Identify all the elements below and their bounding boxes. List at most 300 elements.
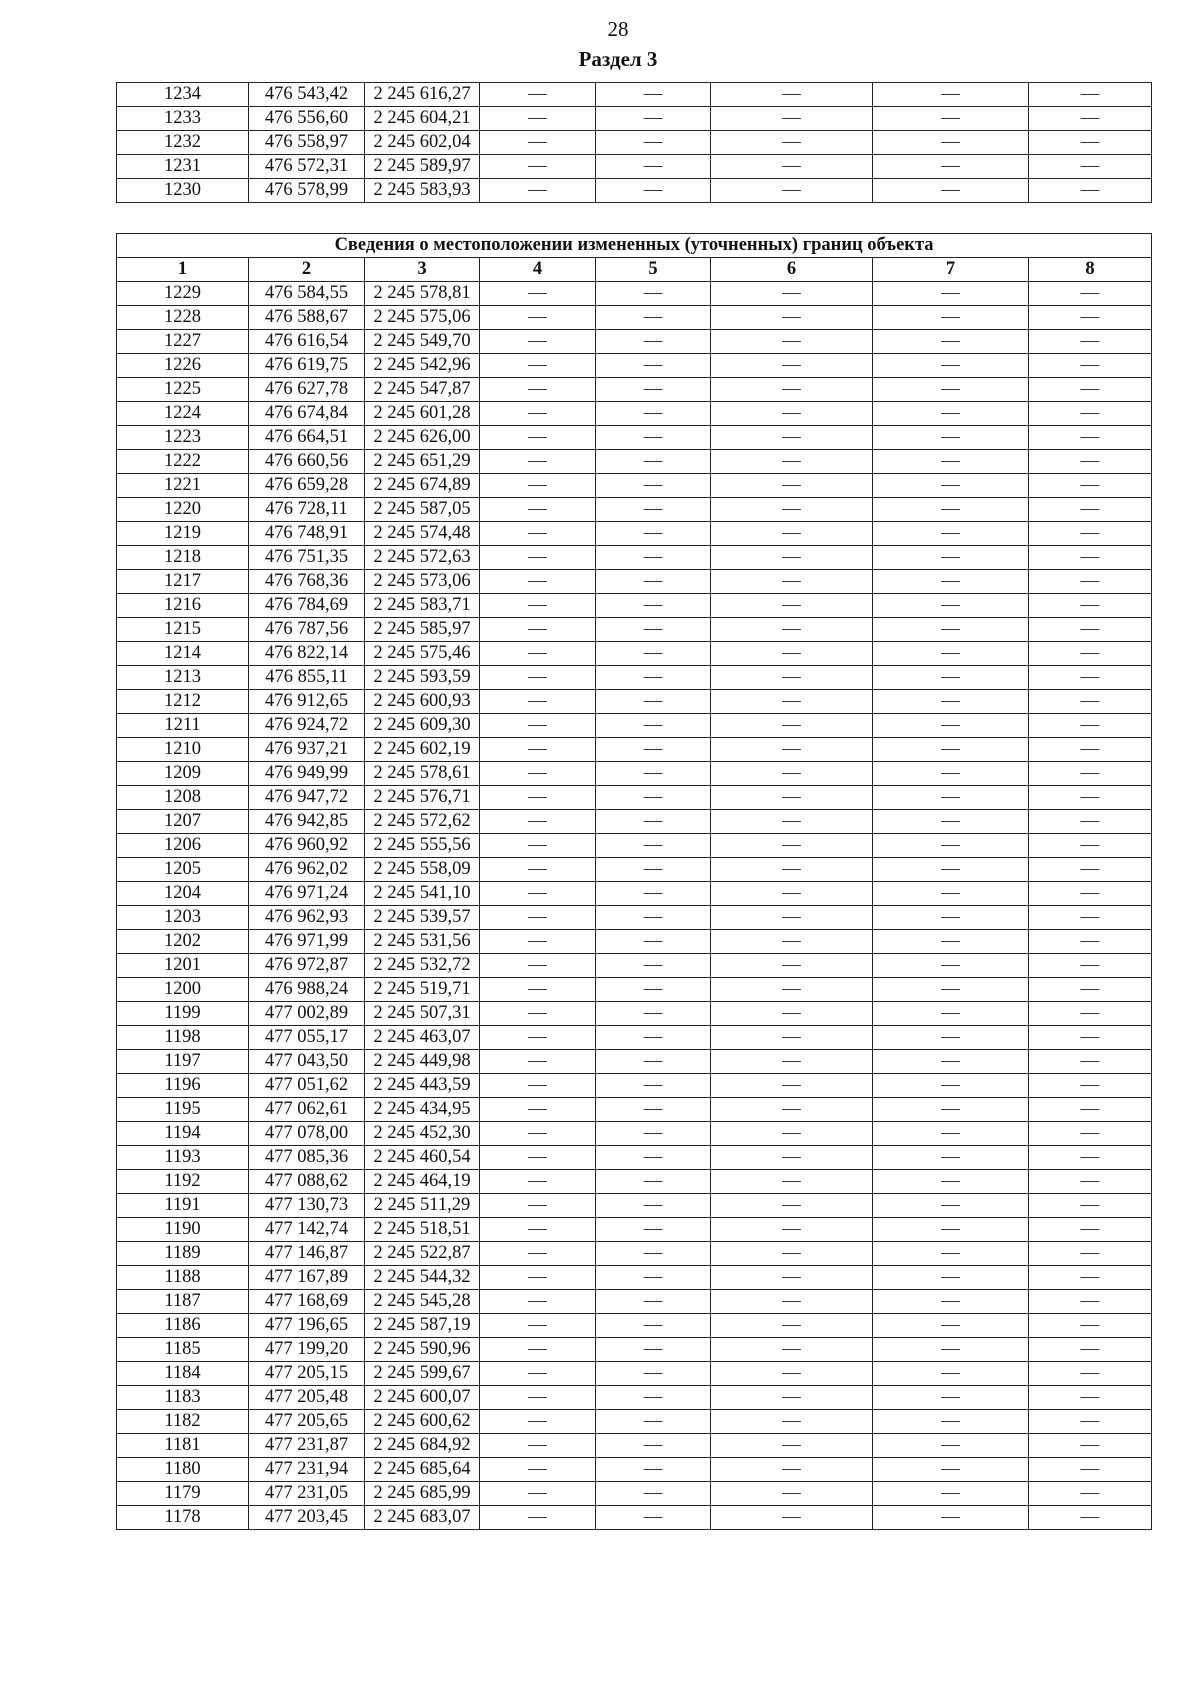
point-number-cell: 1228 <box>117 306 249 330</box>
point-number-cell: 1216 <box>117 594 249 618</box>
empty-value-dash: — <box>480 954 596 978</box>
empty-value-dash: — <box>480 306 596 330</box>
empty-value-dash: — <box>596 642 711 666</box>
point-number-cell: 1205 <box>117 858 249 882</box>
x-coordinate-cell: 476 659,28 <box>249 474 365 498</box>
empty-value-dash: — <box>596 906 711 930</box>
empty-value-dash: — <box>480 858 596 882</box>
empty-value-dash: — <box>596 354 711 378</box>
empty-value-dash: — <box>596 882 711 906</box>
x-coordinate-cell: 477 231,05 <box>249 1482 365 1506</box>
empty-value-dash: — <box>873 1290 1029 1314</box>
empty-value-dash: — <box>1029 1458 1152 1482</box>
empty-value-dash: — <box>711 858 873 882</box>
table-row <box>117 1074 1152 1098</box>
empty-value-dash: — <box>1029 1146 1152 1170</box>
table-row <box>117 378 1152 402</box>
x-coordinate-cell: 477 062,61 <box>249 1098 365 1122</box>
empty-value-dash: — <box>596 282 711 306</box>
empty-value-dash: — <box>596 930 711 954</box>
y-coordinate-cell: 2 245 443,59 <box>365 1074 480 1098</box>
empty-value-dash: — <box>873 1002 1029 1026</box>
x-coordinate-cell: 476 619,75 <box>249 354 365 378</box>
table-row <box>117 642 1152 666</box>
empty-value-dash: — <box>873 179 1029 203</box>
empty-value-dash: — <box>480 1242 596 1266</box>
empty-value-dash: — <box>1029 1410 1152 1434</box>
empty-value-dash: — <box>873 1194 1029 1218</box>
table-row <box>117 474 1152 498</box>
table-row <box>117 546 1152 570</box>
y-coordinate-cell: 2 245 587,19 <box>365 1314 480 1338</box>
table-row <box>117 1002 1152 1026</box>
point-number-cell: 1192 <box>117 1170 249 1194</box>
empty-value-dash: — <box>480 1098 596 1122</box>
x-coordinate-cell: 477 088,62 <box>249 1170 365 1194</box>
point-number-cell: 1185 <box>117 1338 249 1362</box>
table-row <box>117 450 1152 474</box>
empty-value-dash: — <box>596 1098 711 1122</box>
empty-value-dash: — <box>596 954 711 978</box>
table-row <box>117 306 1152 330</box>
empty-value-dash: — <box>873 642 1029 666</box>
column-header: 2 <box>249 258 365 282</box>
empty-value-dash: — <box>873 978 1029 1002</box>
empty-value-dash: — <box>1029 1002 1152 1026</box>
point-number-cell: 1189 <box>117 1242 249 1266</box>
empty-value-dash: — <box>711 330 873 354</box>
table-row <box>117 1290 1152 1314</box>
empty-value-dash: — <box>873 354 1029 378</box>
empty-value-dash: — <box>711 834 873 858</box>
table-row <box>117 179 1152 203</box>
empty-value-dash: — <box>711 306 873 330</box>
empty-value-dash: — <box>596 786 711 810</box>
y-coordinate-cell: 2 245 452,30 <box>365 1122 480 1146</box>
table-row <box>117 131 1152 155</box>
empty-value-dash: — <box>873 1026 1029 1050</box>
empty-value-dash: — <box>873 155 1029 179</box>
empty-value-dash: — <box>480 1458 596 1482</box>
point-number-cell: 1211 <box>117 714 249 738</box>
x-coordinate-cell: 476 751,35 <box>249 546 365 570</box>
y-coordinate-cell: 2 245 531,56 <box>365 930 480 954</box>
empty-value-dash: — <box>1029 354 1152 378</box>
table-row <box>117 1098 1152 1122</box>
x-coordinate-cell: 476 937,21 <box>249 738 365 762</box>
table-row <box>117 354 1152 378</box>
empty-value-dash: — <box>596 1482 711 1506</box>
y-coordinate-cell: 2 245 587,05 <box>365 498 480 522</box>
table-row <box>117 690 1152 714</box>
x-coordinate-cell: 476 572,31 <box>249 155 365 179</box>
empty-value-dash: — <box>480 1218 596 1242</box>
empty-value-dash: — <box>596 1410 711 1434</box>
y-coordinate-cell: 2 245 600,93 <box>365 690 480 714</box>
point-number-cell: 1217 <box>117 570 249 594</box>
empty-value-dash: — <box>711 1386 873 1410</box>
empty-value-dash: — <box>873 1050 1029 1074</box>
table-row <box>117 1050 1152 1074</box>
x-coordinate-cell: 476 962,93 <box>249 906 365 930</box>
empty-value-dash: — <box>711 1338 873 1362</box>
empty-value-dash: — <box>873 1458 1029 1482</box>
y-coordinate-cell: 2 245 602,04 <box>365 131 480 155</box>
point-number-cell: 1227 <box>117 330 249 354</box>
empty-value-dash: — <box>873 618 1029 642</box>
empty-value-dash: — <box>1029 930 1152 954</box>
table-row <box>117 1194 1152 1218</box>
point-number-cell: 1187 <box>117 1290 249 1314</box>
empty-value-dash: — <box>480 474 596 498</box>
x-coordinate-cell: 477 051,62 <box>249 1074 365 1098</box>
empty-value-dash: — <box>1029 330 1152 354</box>
empty-value-dash: — <box>1029 882 1152 906</box>
table-row <box>117 1266 1152 1290</box>
empty-value-dash: — <box>873 762 1029 786</box>
empty-value-dash: — <box>711 426 873 450</box>
empty-value-dash: — <box>711 1290 873 1314</box>
empty-value-dash: — <box>596 306 711 330</box>
y-coordinate-cell: 2 245 572,62 <box>365 810 480 834</box>
y-coordinate-cell: 2 245 541,10 <box>365 882 480 906</box>
x-coordinate-cell: 476 988,24 <box>249 978 365 1002</box>
point-number-cell: 1208 <box>117 786 249 810</box>
empty-value-dash: — <box>596 834 711 858</box>
empty-value-dash: — <box>1029 618 1152 642</box>
empty-value-dash: — <box>873 1362 1029 1386</box>
x-coordinate-cell: 477 199,20 <box>249 1338 365 1362</box>
empty-value-dash: — <box>873 402 1029 426</box>
empty-value-dash: — <box>480 354 596 378</box>
empty-value-dash: — <box>1029 402 1152 426</box>
empty-value-dash: — <box>480 882 596 906</box>
empty-value-dash: — <box>873 930 1029 954</box>
empty-value-dash: — <box>711 402 873 426</box>
empty-value-dash: — <box>480 690 596 714</box>
empty-value-dash: — <box>596 402 711 426</box>
x-coordinate-cell: 476 556,60 <box>249 107 365 131</box>
table-row <box>117 834 1152 858</box>
empty-value-dash: — <box>711 155 873 179</box>
empty-value-dash: — <box>873 1122 1029 1146</box>
y-coordinate-cell: 2 245 522,87 <box>365 1242 480 1266</box>
y-coordinate-cell: 2 245 576,71 <box>365 786 480 810</box>
point-number-cell: 1212 <box>117 690 249 714</box>
empty-value-dash: — <box>1029 155 1152 179</box>
empty-value-dash: — <box>596 378 711 402</box>
empty-value-dash: — <box>596 1074 711 1098</box>
empty-value-dash: — <box>480 1122 596 1146</box>
y-coordinate-cell: 2 245 542,96 <box>365 354 480 378</box>
section-title: Раздел 3 <box>578 47 658 71</box>
table-row <box>117 1482 1152 1506</box>
x-coordinate-cell: 476 584,55 <box>249 282 365 306</box>
point-number-cell: 1195 <box>117 1098 249 1122</box>
empty-value-dash: — <box>873 666 1029 690</box>
empty-value-dash: — <box>873 786 1029 810</box>
y-coordinate-cell: 2 245 545,28 <box>365 1290 480 1314</box>
empty-value-dash: — <box>711 1458 873 1482</box>
point-number-cell: 1225 <box>117 378 249 402</box>
empty-value-dash: — <box>596 762 711 786</box>
y-coordinate-cell: 2 245 589,97 <box>365 155 480 179</box>
empty-value-dash: — <box>711 714 873 738</box>
table-row <box>117 858 1152 882</box>
empty-value-dash: — <box>596 570 711 594</box>
empty-value-dash: — <box>596 1218 711 1242</box>
empty-value-dash: — <box>596 978 711 1002</box>
empty-value-dash: — <box>596 450 711 474</box>
empty-value-dash: — <box>1029 978 1152 1002</box>
table-row <box>117 1458 1152 1482</box>
table-row <box>117 978 1152 1002</box>
y-coordinate-cell: 2 245 683,07 <box>365 1506 480 1530</box>
point-number-cell: 1223 <box>117 426 249 450</box>
column-header: 3 <box>365 258 480 282</box>
empty-value-dash: — <box>711 450 873 474</box>
empty-value-dash: — <box>711 1362 873 1386</box>
empty-value-dash: — <box>596 858 711 882</box>
point-number-cell: 1190 <box>117 1218 249 1242</box>
empty-value-dash: — <box>873 882 1029 906</box>
empty-value-dash: — <box>1029 1026 1152 1050</box>
point-number-cell: 1198 <box>117 1026 249 1050</box>
y-coordinate-cell: 2 245 544,32 <box>365 1266 480 1290</box>
point-number-cell: 1200 <box>117 978 249 1002</box>
x-coordinate-cell: 477 196,65 <box>249 1314 365 1338</box>
empty-value-dash: — <box>1029 666 1152 690</box>
empty-value-dash: — <box>480 498 596 522</box>
x-coordinate-cell: 477 205,48 <box>249 1386 365 1410</box>
y-coordinate-cell: 2 245 604,21 <box>365 107 480 131</box>
empty-value-dash: — <box>480 594 596 618</box>
x-coordinate-cell: 476 543,42 <box>249 83 365 107</box>
empty-value-dash: — <box>711 690 873 714</box>
table-row <box>117 282 1152 306</box>
empty-value-dash: — <box>711 570 873 594</box>
empty-value-dash: — <box>711 1050 873 1074</box>
empty-value-dash: — <box>711 1266 873 1290</box>
table-row <box>117 570 1152 594</box>
y-coordinate-cell: 2 245 651,29 <box>365 450 480 474</box>
empty-value-dash: — <box>480 155 596 179</box>
x-coordinate-cell: 476 972,87 <box>249 954 365 978</box>
empty-value-dash: — <box>711 131 873 155</box>
y-coordinate-cell: 2 245 601,28 <box>365 402 480 426</box>
empty-value-dash: — <box>711 474 873 498</box>
empty-value-dash: — <box>1029 642 1152 666</box>
empty-value-dash: — <box>596 107 711 131</box>
x-coordinate-cell: 476 971,24 <box>249 882 365 906</box>
empty-value-dash: — <box>711 738 873 762</box>
table-row <box>117 498 1152 522</box>
empty-value-dash: — <box>711 179 873 203</box>
y-coordinate-cell: 2 245 507,31 <box>365 1002 480 1026</box>
point-number-cell: 1209 <box>117 762 249 786</box>
empty-value-dash: — <box>480 1362 596 1386</box>
x-coordinate-cell: 477 231,87 <box>249 1434 365 1458</box>
y-coordinate-cell: 2 245 463,07 <box>365 1026 480 1050</box>
empty-value-dash: — <box>596 1290 711 1314</box>
y-coordinate-cell: 2 245 609,30 <box>365 714 480 738</box>
y-coordinate-cell: 2 245 626,00 <box>365 426 480 450</box>
x-coordinate-cell: 477 130,73 <box>249 1194 365 1218</box>
empty-value-dash: — <box>873 1218 1029 1242</box>
empty-value-dash: — <box>596 1242 711 1266</box>
empty-value-dash: — <box>480 1170 596 1194</box>
empty-value-dash: — <box>873 690 1029 714</box>
empty-value-dash: — <box>1029 426 1152 450</box>
y-coordinate-cell: 2 245 519,71 <box>365 978 480 1002</box>
empty-value-dash: — <box>596 1146 711 1170</box>
x-coordinate-cell: 477 231,94 <box>249 1458 365 1482</box>
empty-value-dash: — <box>596 155 711 179</box>
empty-value-dash: — <box>480 978 596 1002</box>
x-coordinate-cell: 476 949,99 <box>249 762 365 786</box>
x-coordinate-cell: 476 924,72 <box>249 714 365 738</box>
empty-value-dash: — <box>480 1290 596 1314</box>
table-row <box>117 618 1152 642</box>
empty-value-dash: — <box>480 930 596 954</box>
empty-value-dash: — <box>711 1506 873 1530</box>
empty-value-dash: — <box>711 1242 873 1266</box>
x-coordinate-cell: 476 674,84 <box>249 402 365 426</box>
point-number-cell: 1232 <box>117 131 249 155</box>
y-coordinate-cell: 2 245 685,99 <box>365 1482 480 1506</box>
column-header-row <box>117 258 1152 282</box>
table-row <box>117 738 1152 762</box>
empty-value-dash: — <box>596 594 711 618</box>
x-coordinate-cell: 476 558,97 <box>249 131 365 155</box>
column-header: 7 <box>873 258 1029 282</box>
empty-value-dash: — <box>1029 1386 1152 1410</box>
empty-value-dash: — <box>711 1482 873 1506</box>
point-number-cell: 1210 <box>117 738 249 762</box>
empty-value-dash: — <box>480 786 596 810</box>
empty-value-dash: — <box>873 1386 1029 1410</box>
y-coordinate-cell: 2 245 555,56 <box>365 834 480 858</box>
point-number-cell: 1197 <box>117 1050 249 1074</box>
empty-value-dash: — <box>596 1266 711 1290</box>
y-coordinate-cell: 2 245 547,87 <box>365 378 480 402</box>
table-row <box>117 522 1152 546</box>
empty-value-dash: — <box>711 954 873 978</box>
y-coordinate-cell: 2 245 518,51 <box>365 1218 480 1242</box>
empty-value-dash: — <box>873 450 1029 474</box>
empty-value-dash: — <box>1029 1074 1152 1098</box>
point-number-cell: 1188 <box>117 1266 249 1290</box>
x-coordinate-cell: 476 822,14 <box>249 642 365 666</box>
empty-value-dash: — <box>711 1122 873 1146</box>
empty-value-dash: — <box>1029 858 1152 882</box>
point-number-cell: 1179 <box>117 1482 249 1506</box>
empty-value-dash: — <box>873 131 1029 155</box>
point-number-cell: 1220 <box>117 498 249 522</box>
empty-value-dash: — <box>480 642 596 666</box>
x-coordinate-cell: 477 078,00 <box>249 1122 365 1146</box>
empty-value-dash: — <box>1029 131 1152 155</box>
y-coordinate-cell: 2 245 575,46 <box>365 642 480 666</box>
empty-value-dash: — <box>711 107 873 131</box>
x-coordinate-cell: 477 142,74 <box>249 1218 365 1242</box>
point-number-cell: 1193 <box>117 1146 249 1170</box>
table-row <box>117 1362 1152 1386</box>
table-row <box>117 1026 1152 1050</box>
empty-value-dash: — <box>873 1146 1029 1170</box>
empty-value-dash: — <box>711 83 873 107</box>
table-row <box>117 155 1152 179</box>
empty-value-dash: — <box>480 1026 596 1050</box>
table-caption-row <box>117 234 1152 258</box>
y-coordinate-cell: 2 245 583,93 <box>365 179 480 203</box>
table-row <box>117 906 1152 930</box>
empty-value-dash: — <box>711 882 873 906</box>
empty-value-dash: — <box>596 1386 711 1410</box>
empty-value-dash: — <box>711 1146 873 1170</box>
point-number-cell: 1231 <box>117 155 249 179</box>
empty-value-dash: — <box>480 131 596 155</box>
point-number-cell: 1233 <box>117 107 249 131</box>
empty-value-dash: — <box>480 1194 596 1218</box>
x-coordinate-cell: 476 960,92 <box>249 834 365 858</box>
empty-value-dash: — <box>480 1146 596 1170</box>
empty-value-dash: — <box>1029 1218 1152 1242</box>
table-row <box>117 666 1152 690</box>
empty-value-dash: — <box>596 1434 711 1458</box>
empty-value-dash: — <box>480 834 596 858</box>
empty-value-dash: — <box>1029 107 1152 131</box>
point-number-cell: 1224 <box>117 402 249 426</box>
empty-value-dash: — <box>480 402 596 426</box>
table-row <box>117 954 1152 978</box>
empty-value-dash: — <box>873 906 1029 930</box>
point-number-cell: 1194 <box>117 1122 249 1146</box>
point-number-cell: 1234 <box>117 83 249 107</box>
empty-value-dash: — <box>480 906 596 930</box>
empty-value-dash: — <box>1029 1266 1152 1290</box>
x-coordinate-cell: 476 947,72 <box>249 786 365 810</box>
point-number-cell: 1218 <box>117 546 249 570</box>
table-row <box>117 1314 1152 1338</box>
empty-value-dash: — <box>596 1002 711 1026</box>
empty-value-dash: — <box>711 1218 873 1242</box>
empty-value-dash: — <box>711 546 873 570</box>
empty-value-dash: — <box>711 930 873 954</box>
empty-value-dash: — <box>480 570 596 594</box>
empty-value-dash: — <box>873 426 1029 450</box>
y-coordinate-cell: 2 245 585,97 <box>365 618 480 642</box>
empty-value-dash: — <box>1029 378 1152 402</box>
empty-value-dash: — <box>711 906 873 930</box>
y-coordinate-cell: 2 245 616,27 <box>365 83 480 107</box>
empty-value-dash: — <box>873 330 1029 354</box>
empty-value-dash: — <box>1029 786 1152 810</box>
table-row <box>117 1218 1152 1242</box>
empty-value-dash: — <box>596 83 711 107</box>
table-row <box>117 402 1152 426</box>
empty-value-dash: — <box>596 474 711 498</box>
empty-value-dash: — <box>480 738 596 762</box>
empty-value-dash: — <box>873 1506 1029 1530</box>
empty-value-dash: — <box>1029 570 1152 594</box>
empty-value-dash: — <box>1029 1434 1152 1458</box>
point-number-cell: 1186 <box>117 1314 249 1338</box>
point-number-cell: 1184 <box>117 1362 249 1386</box>
table-row <box>117 1506 1152 1530</box>
column-header: 6 <box>711 258 873 282</box>
empty-value-dash: — <box>873 1266 1029 1290</box>
